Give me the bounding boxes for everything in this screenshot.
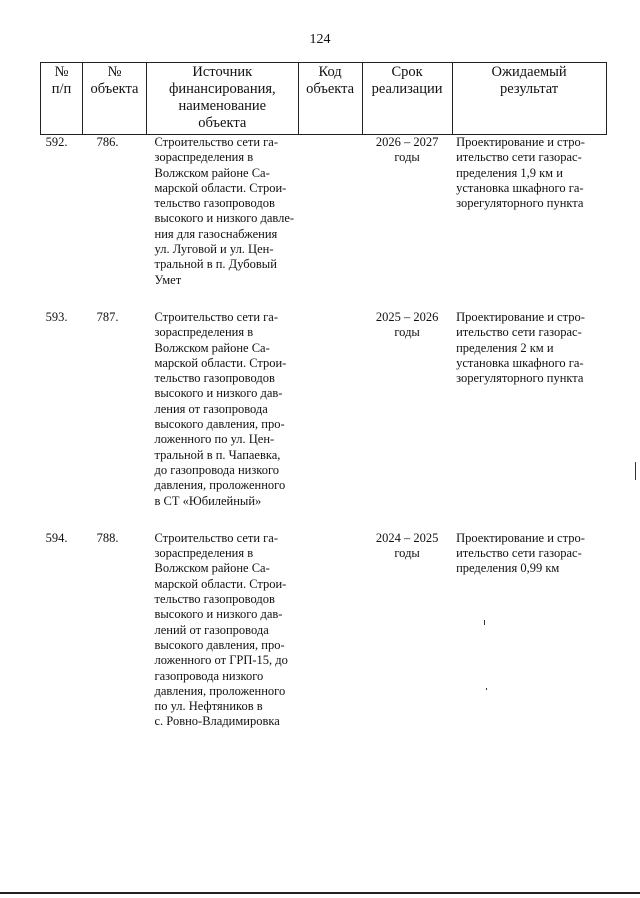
table-row [41, 135, 607, 288]
table-header-row [41, 63, 607, 135]
object-code [298, 531, 362, 730]
scan-artifact-speck [484, 620, 485, 625]
object-code [298, 310, 362, 509]
header-object-number: № объекта [83, 63, 147, 135]
term: 2026 – 2027 годы [362, 135, 452, 288]
header-source: Источник финансирования, наименование объекта [147, 63, 299, 135]
object-number: 788. [96, 530, 119, 545]
row-spacer [41, 509, 607, 531]
expected-result: Проектирование и стро- ительство сети газорас- пределения 2 км и установка шкафного га- зорегуляторного пункта [456, 309, 585, 386]
header-num: № п/п [41, 63, 83, 135]
scan-artifact-right-edge [635, 462, 636, 480]
table-row [41, 531, 607, 730]
row-number: 593. [45, 309, 68, 324]
header-result: Ожидаемый результат [452, 63, 606, 135]
objects-table [40, 62, 607, 730]
page-number: 124 [309, 32, 331, 47]
page-bottom-edge [0, 892, 640, 894]
row-spacer [41, 288, 607, 310]
expected-result: Проектирование и стро- ительство сети газорас- пределения 1,9 км и установка шкафного га- зорегуляторного пункта [452, 135, 606, 288]
source-description: Строительство сети га- зораспределения в Волжском районе Са- марской области. Строи- тельство газопроводов высокого и низкого дав- ления от газопровода высокого давления, про- ложенного по ул. Цен- тральной в п. Чапаевка, до газопровода низкого давления, проложенного в СТ «Юбилейный» [154, 309, 287, 508]
object-number: 787. [96, 309, 119, 324]
header-term: Срок реализации [362, 63, 452, 135]
source-description: Строительство сети га- зораспределения в Волжском районе Са- марской области. Строи- тельство газопроводов высокого и низкого дав- лений от газопровода высокого давления, про- ложенного от ГРП-15, до газопровода низкого давления, проложенного по ул. Нефтяников в с. Ровно-Владимировка [154, 530, 288, 729]
header-object-code: Код объекта [298, 63, 362, 135]
term: 2024 – 2025 годы [375, 530, 439, 561]
expected-result: Проектирование и стро- ительство сети газорас- пределения 0,99 км [456, 530, 585, 576]
term: 2025 – 2026 годы [375, 309, 439, 340]
object-code [298, 135, 362, 288]
row-number: 592. [41, 135, 83, 288]
row-number: 594. [45, 530, 68, 545]
scan-artifact-speck [486, 688, 487, 690]
source-description: Строительство сети га- зораспределения в Волжском районе Са- марской области. Строи- тельство газопроводов высокого и низкого давле- ния для газоснабжения ул. Луговой и ул. Цен- тральной в п. Дубовый Умет [147, 135, 299, 288]
table-row [41, 310, 607, 509]
object-number: 786. [83, 135, 147, 288]
